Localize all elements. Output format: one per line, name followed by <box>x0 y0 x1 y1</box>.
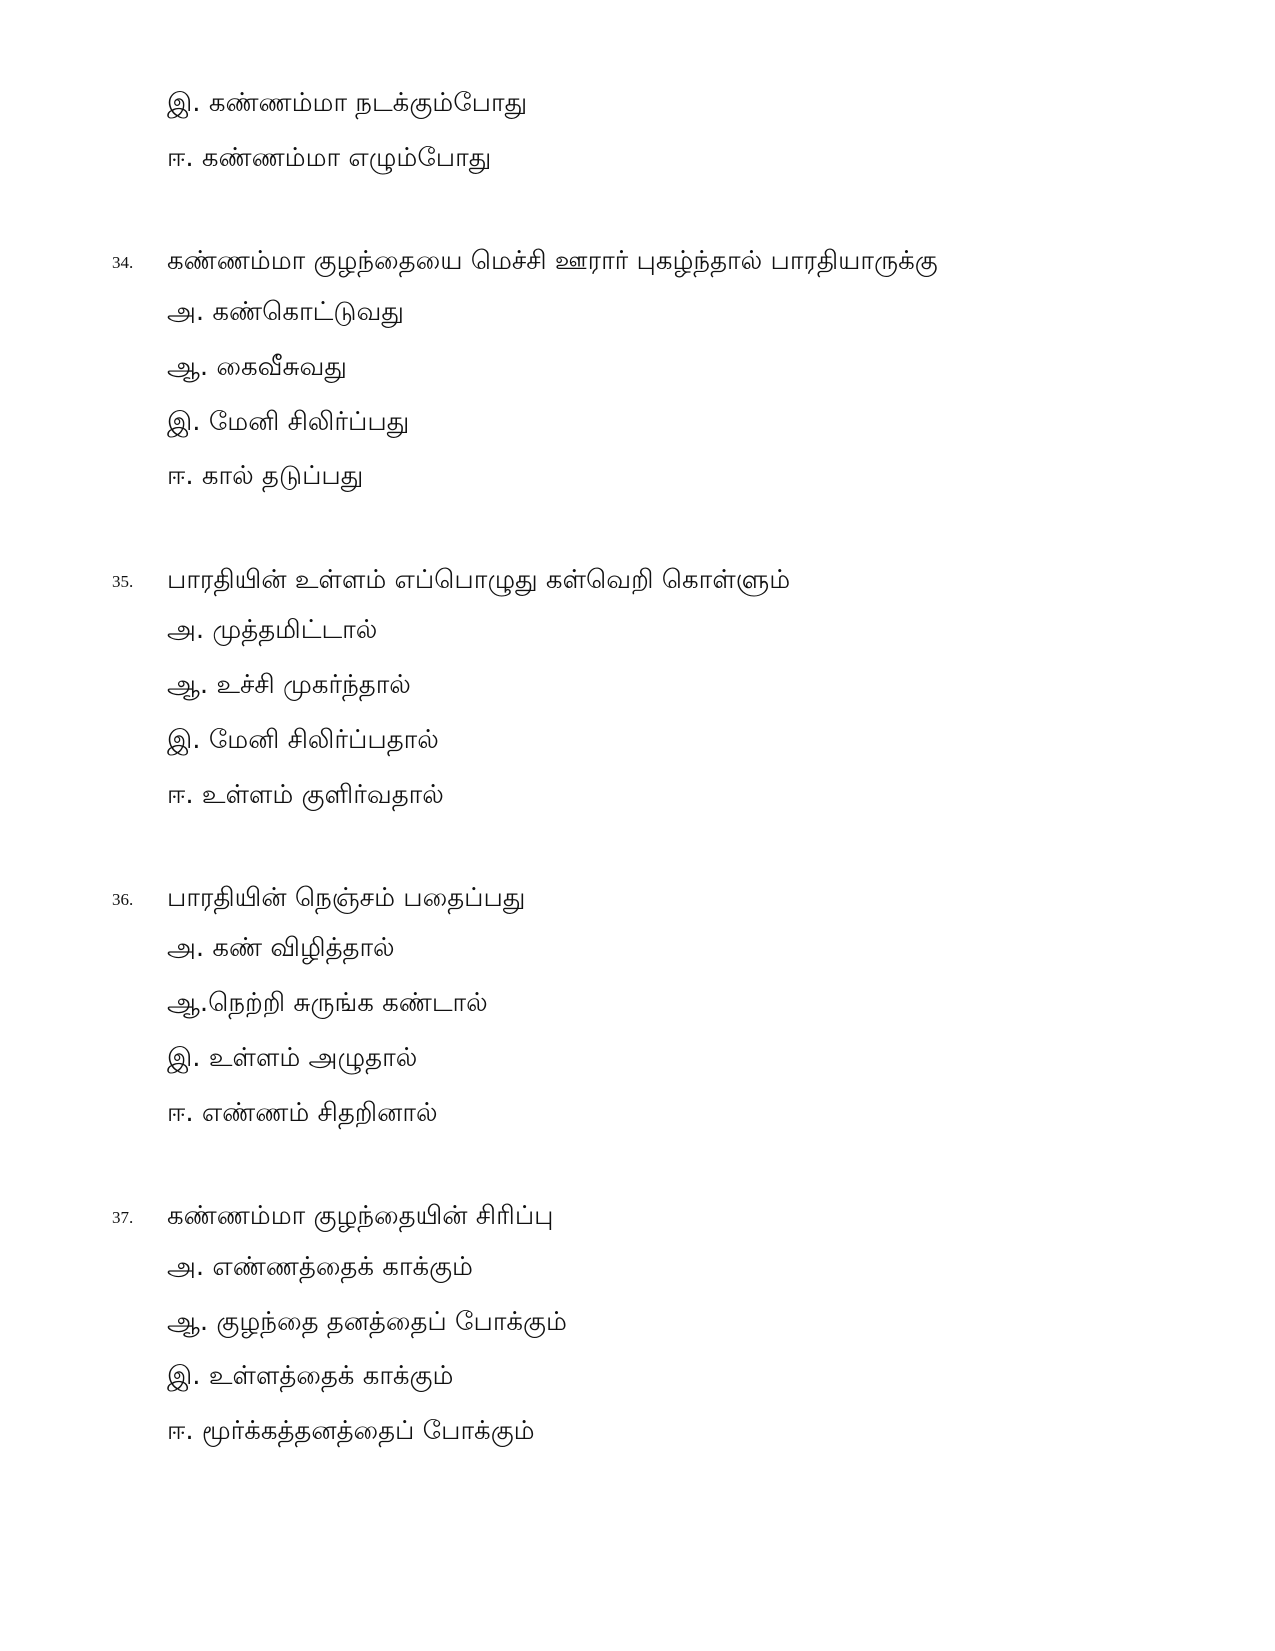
question-37-option-a: அ. எண்ணத்தைக் காக்கும் <box>167 1252 473 1282</box>
question-34-text: கண்ணம்மா குழந்தையை மெச்சி ஊரார் புகழ்ந்தால் பாரதியாருக்கு <box>167 246 938 276</box>
question-35-option-b: ஆ. உச்சி முகர்ந்தால் <box>167 670 411 700</box>
question-34-number: 34. <box>112 253 134 272</box>
question-36-option-a: அ. கண் விழித்தால் <box>167 933 395 963</box>
question-36-text: பாரதியின் நெஞ்சம் பதைப்பது <box>167 883 526 913</box>
question-35-text: பாரதியின் உள்ளம் எப்பொழுது கள்வெறி கொள்ளும் <box>167 565 791 595</box>
prev-option-ii: ஈ. கண்ணம்மா எழும்போது <box>167 143 492 173</box>
question-35-option-c: இ. மேனி சிலிர்ப்பதால் <box>167 725 439 755</box>
question-37-number: 37. <box>112 1208 134 1227</box>
question-36-option-d: ஈ. எண்ணம் சிதறினால் <box>167 1098 438 1128</box>
question-34-option-d: ஈ. கால் தடுப்பது <box>167 461 364 491</box>
question-34-option-c: இ. மேனி சிலிர்ப்பது <box>167 407 410 437</box>
question-37-option-b: ஆ. குழந்தை தனத்தைப் போக்கும் <box>167 1307 567 1337</box>
question-36-option-c: இ. உள்ளம் அழுதால் <box>167 1043 418 1073</box>
question-35-option-a: அ. முத்தமிட்டால் <box>167 615 378 645</box>
question-36-option-b: ஆ.நெற்றி சுருங்க கண்டால் <box>167 988 488 1018</box>
question-37-option-d: ஈ. மூர்க்கத்தனத்தைப் போக்கும் <box>167 1416 535 1446</box>
question-34-option-b: ஆ. கைவீசுவது <box>167 352 347 382</box>
question-37-text: கண்ணம்மா குழந்தையின் சிரிப்பு <box>167 1201 554 1231</box>
question-36-number: 36. <box>112 890 134 909</box>
question-34-option-a: அ. கண்கொட்டுவது <box>167 297 404 327</box>
prev-option-i: இ. கண்ணம்மா நடக்கும்போது <box>167 88 528 118</box>
question-37-option-c: இ. உள்ளத்தைக் காக்கும் <box>167 1361 454 1391</box>
question-35-option-d: ஈ. உள்ளம் குளிர்வதால் <box>167 780 444 810</box>
question-35-number: 35. <box>112 572 134 591</box>
